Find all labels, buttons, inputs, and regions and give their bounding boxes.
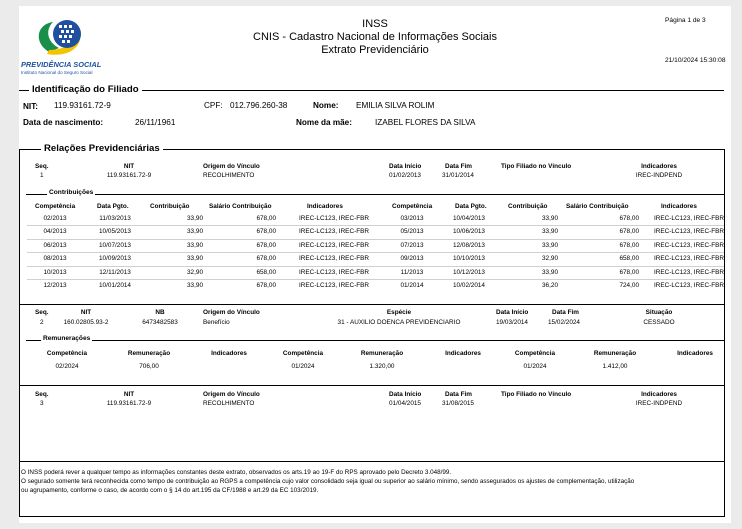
v2-especie: 31 - AUXILIO DOENCA PREVIDENCIARIO (337, 319, 461, 326)
contrib-indicadores: IREC-LC123, IREC-FBR (654, 268, 724, 276)
contrib-row-separator (27, 252, 724, 253)
v3-inicio-header: Data Início (389, 391, 422, 398)
v2-nit-header: NIT (80, 309, 92, 316)
contrib-contribuicao: 33,90 (542, 268, 558, 276)
contrib-h-competencia-1: Competência (35, 203, 76, 210)
contrib-competencia: 07/2013 (400, 241, 424, 249)
contrib-salario: 678,00 (256, 282, 276, 289)
contrib-salario: 678,00 (619, 241, 639, 249)
contrib-h-indicadores-1: Indicadores (307, 203, 343, 210)
v3-nit-header: NIT (123, 391, 135, 398)
contribuicoes-title: Contribuições (49, 189, 94, 196)
contrib-h-salario-1: Salário Contribuição (209, 203, 272, 210)
remun-h-remuneracao-1: Remuneração (127, 350, 171, 357)
nit-label: NIT: (23, 102, 39, 111)
v3-origem-header: Origem do Vínculo (203, 391, 260, 398)
contrib-competencia: 01/2014 (400, 282, 424, 289)
contrib-contribuicao: 36,20 (542, 282, 558, 289)
v2-inicio-header: Data Início (496, 309, 529, 316)
remun-remuneracao: 1.412,00 (602, 363, 628, 370)
contrib-row-separator (27, 279, 724, 280)
relacoes-title: Relações Previdenciárias (41, 143, 163, 154)
contrib-salario: 678,00 (619, 268, 639, 276)
v2-origem-header: Origem do Vínculo (203, 309, 260, 316)
emission-datetime: 21/10/2024 15:30:08 (665, 57, 726, 64)
cpf-value: 012.796.260-38 (230, 101, 288, 110)
v2-situacao-header: Situação (645, 309, 673, 316)
v3-origem: RECOLHIMENTO (203, 400, 255, 407)
contrib-competencia: 11/2013 (400, 268, 424, 276)
contrib-h-competencia-2: Competência (392, 203, 433, 210)
contrib-contribuicao: 32,90 (187, 268, 203, 276)
nit-value: 119.93161.72-9 (54, 101, 111, 110)
contrib-contribuicao: 33,90 (187, 215, 203, 222)
remuneracoes-title: Remunerações (43, 335, 91, 342)
footer-note-2: O segurado somente terá reconhecida como tempo de contribuição ao RGPS a competência cujo valor consolidado seja igual ou superior ao salário mínimo, sendo assegurados os ajustes de complementação, utilização (21, 478, 635, 485)
remun-h-indicadores-1: Indicadores (211, 350, 247, 357)
v3-tipo-header: Tipo Filiado no Vínculo (501, 391, 572, 398)
remun-h-indicadores-3: Indicadores (677, 350, 713, 357)
page-number: Página 1 de 3 (665, 17, 706, 24)
contrib-data-pgto: 10/06/2013 (453, 228, 485, 236)
contribuicoes-rule (26, 194, 724, 195)
logo-name: PREVIDÊNCIA SOCIAL (21, 60, 102, 69)
v2-fim: 15/02/2024 (548, 319, 580, 326)
v2-inicio: 19/03/2014 (496, 319, 528, 326)
contrib-h-datapgto-2: Data Pgto. (455, 203, 487, 210)
contrib-salario: 658,00 (256, 268, 276, 276)
cpf-label: CPF: (204, 101, 223, 110)
remun-h-remuneracao-3: Remuneração (593, 350, 637, 357)
v1-indicadores-header: Indicadores (641, 163, 677, 170)
contrib-data-pgto: 10/07/2013 (99, 241, 131, 249)
v2-situacao: CESSADO (643, 319, 675, 326)
contrib-indicadores: IREC-LC123, IREC-FBR (299, 228, 369, 236)
contrib-data-pgto: 10/09/2013 (99, 255, 131, 263)
contrib-indicadores: IREC-LC123, IREC-FBR (654, 255, 724, 263)
remun-h-competencia-2: Competência (282, 350, 324, 357)
contrib-data-pgto: 10/01/2014 (99, 282, 131, 289)
v1-nit-header: NIT (123, 163, 135, 170)
contrib-indicadores: IREC-LC123, IREC-FBR (299, 282, 369, 289)
v3-fim-header: Data Fim (445, 391, 472, 398)
contrib-salario: 724,00 (619, 282, 639, 289)
v1-fim-header: Data Fim (445, 163, 472, 170)
contrib-row-separator (27, 239, 724, 240)
footer-note-1: O INSS poderá rever a qualquer tempo as informações constantes deste extrato, observados os arts.19 ao 19-F do RPS aprovado pelo Decreto 3.048/99. (21, 469, 452, 476)
contrib-competencia: 04/2013 (43, 228, 67, 236)
nascimento-label: Data de nascimento: (23, 118, 104, 127)
v1-seq: 1 (40, 172, 44, 179)
v1-inicio-header: Data Início (389, 163, 422, 170)
contrib-h-contribuicao-1: Contribuição (150, 203, 190, 210)
nascimento-value: 26/11/1961 (135, 118, 176, 127)
contrib-row-separator (27, 225, 724, 226)
contrib-data-pgto: 12/08/2013 (453, 241, 485, 249)
contrib-data-pgto: 10/02/2014 (453, 282, 485, 289)
contrib-indicadores: IREC-LC123, IREC-FBR (654, 228, 724, 236)
extrato-page (19, 6, 731, 523)
v3-indicadores: IREC-INDPEND (635, 400, 683, 407)
contrib-data-pgto: 11/03/2013 (99, 215, 131, 222)
remun-h-competencia-1: Competência (46, 350, 88, 357)
remun-h-remuneracao-2: Remuneração (360, 350, 404, 357)
nome-label: Nome: (313, 101, 339, 110)
v3-seq-header: Seq. (35, 391, 49, 398)
contrib-h-contribuicao-2: Contribuição (508, 203, 548, 210)
v2-seq: 2 (40, 319, 44, 326)
contrib-indicadores: IREC-LC123, IREC-FBR (654, 215, 724, 222)
frame-bottom (19, 516, 725, 517)
contrib-contribuicao: 33,90 (187, 241, 203, 249)
title-inss: INSS (362, 18, 388, 30)
remun-h-indicadores-2: Indicadores (445, 350, 481, 357)
v2-origem: Benefício (203, 319, 230, 326)
contrib-contribuicao: 32,90 (542, 255, 558, 263)
contrib-competencia: 08/2013 (43, 255, 67, 263)
contrib-salario: 678,00 (256, 241, 276, 249)
remun-remuneracao: 706,00 (139, 363, 159, 370)
contrib-indicadores: IREC-LC123, IREC-FBR (654, 241, 724, 249)
v1-tipo-header: Tipo Filiado no Vínculo (501, 163, 572, 170)
contrib-contribuicao: 33,90 (187, 282, 203, 289)
contrib-contribuicao: 33,90 (542, 228, 558, 236)
contrib-indicadores: IREC-LC123, IREC-FBR (299, 215, 369, 222)
v1-seq-header: Seq. (35, 163, 49, 170)
contrib-competencia: 12/2013 (43, 282, 67, 289)
contrib-data-pgto: 10/05/2013 (99, 228, 131, 236)
contrib-row-separator (27, 266, 724, 267)
v3-inicio: 01/04/2015 (389, 400, 421, 407)
v1-nit: 119.93161.72-9 (106, 172, 152, 179)
contrib-h-datapgto-1: Data Pgto. (97, 203, 129, 210)
contrib-competencia: 10/2013 (43, 268, 67, 276)
contrib-indicadores: IREC-LC123, IREC-FBR (299, 241, 369, 249)
contrib-competencia: 03/2013 (400, 215, 424, 222)
contrib-competencia: 02/2013 (43, 215, 67, 222)
v2-fim-header: Data Fim (552, 309, 579, 316)
logo-subtitle: Instituto Nacional do Seguro Social (21, 70, 93, 75)
contrib-salario: 678,00 (256, 228, 276, 236)
v3-indicadores-header: Indicadores (641, 391, 677, 398)
contrib-indicadores: IREC-LC123, IREC-FBR (299, 255, 369, 263)
contrib-h-salario-2: Salário Contribuição (566, 203, 629, 210)
contrib-salario: 678,00 (256, 255, 276, 263)
contrib-data-pgto: 10/04/2013 (453, 215, 485, 222)
contrib-salario: 678,00 (619, 228, 639, 236)
contrib-competencia: 05/2013 (400, 228, 424, 236)
contrib-competencia: 06/2013 (43, 241, 67, 249)
v3-fim: 31/08/2015 (442, 400, 474, 407)
contrib-competencia: 09/2013 (400, 255, 424, 263)
contrib-contribuicao: 33,90 (542, 241, 558, 249)
nome-value: EMILIA SILVA ROLIM (356, 101, 435, 110)
contrib-h-indicadores-2: Indicadores (661, 203, 697, 210)
v1-indicadores: IREC-INDPEND (635, 172, 683, 179)
v2-nit: 160.02805.93-2 (63, 319, 109, 326)
contrib-contribuicao: 33,90 (187, 228, 203, 236)
contrib-salario: 678,00 (619, 215, 639, 222)
mae-label: Nome da mãe: (296, 118, 352, 127)
contrib-salario: 658,00 (619, 255, 639, 263)
contrib-contribuicao: 33,90 (542, 215, 558, 222)
v1-fim: 31/01/2014 (442, 172, 474, 179)
contrib-salario: 678,00 (256, 215, 276, 222)
remuneracoes-rule (26, 340, 724, 341)
identificacao-title: Identificação do Filiado (29, 84, 142, 95)
contrib-contribuicao: 33,90 (187, 255, 203, 263)
v1-inicio: 01/02/2013 (389, 172, 421, 179)
v2-seq-header: Seq. (35, 309, 49, 316)
vinculo-divider-1 (19, 304, 724, 305)
contrib-indicadores: IREC-LC123, IREC-FBR (299, 268, 369, 276)
v2-especie-header: Espécie (386, 309, 412, 316)
v3-nit: 119.93161.72-9 (106, 400, 152, 407)
contrib-data-pgto: 12/11/2013 (99, 268, 131, 276)
contrib-data-pgto: 10/12/2013 (453, 268, 485, 276)
vinculo-divider-2 (19, 385, 724, 386)
remun-competencia: 01/2024 (523, 363, 547, 370)
footer-note-3: ou agrupamento, conforme o caso, de acordo com o § 14 do art.195 da CF/1988 e art.29 da EC 103/2019. (21, 487, 319, 494)
remun-competencia: 02/2024 (55, 363, 79, 370)
v1-origem-header: Origem do Vínculo (203, 163, 260, 170)
title-extrato: Extrato Previdenciário (321, 44, 429, 56)
contrib-data-pgto: 10/10/2013 (453, 255, 485, 263)
footer-rule (19, 461, 725, 462)
v3-seq: 3 (40, 400, 44, 407)
remun-remuneracao: 1.320,00 (369, 363, 395, 370)
v2-nb: 6473482583 (142, 319, 178, 326)
title-cnis: CNIS - Cadastro Nacional de Informações Sociais (253, 31, 497, 43)
mae-value: IZABEL FLORES DA SILVA (375, 118, 476, 127)
contrib-indicadores: IREC-LC123, IREC-FBR (654, 282, 724, 289)
v1-origem: RECOLHIMENTO (203, 172, 255, 179)
remun-competencia: 01/2024 (291, 363, 315, 370)
v2-nb-header: NB (155, 309, 165, 316)
remun-h-competencia-3: Competência (514, 350, 556, 357)
